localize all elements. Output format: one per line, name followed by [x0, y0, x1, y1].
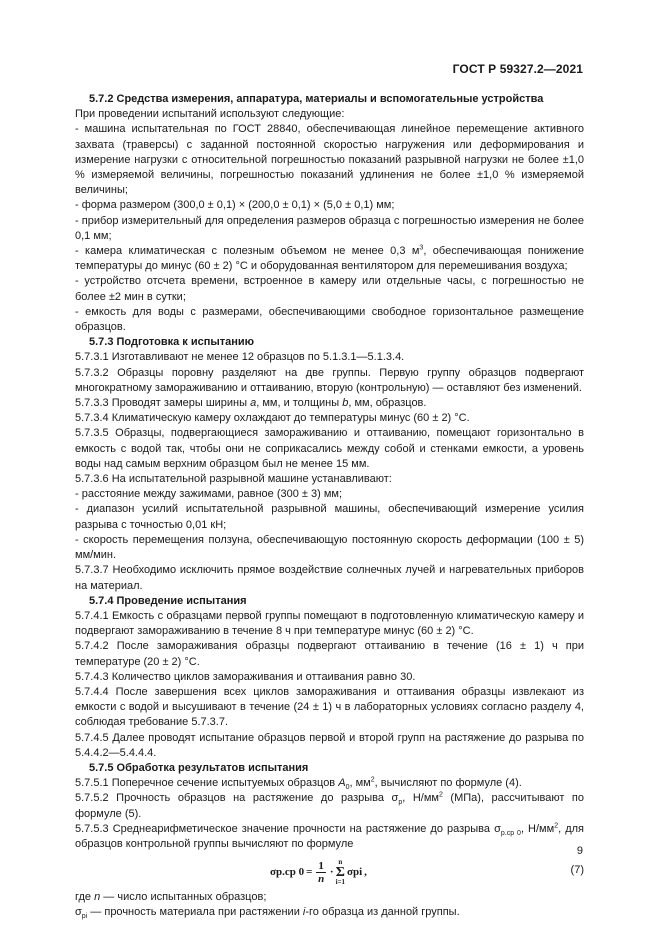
paragraph: 5.7.3.2 Образцы поровну разделяют на две группы. Первую группу образцов подвергают многократному замораживанию и оттаиванию, вторую (контрольную) — оставляют без изменений.: [75, 366, 584, 394]
text: , мм, образцов.: [348, 397, 427, 410]
text: 5.7.5.2 Прочность образцов на растяжение до разрыва σ: [75, 792, 399, 805]
section-5-7-2-title: 5.7.2 Средства измерения, аппаратура, материалы и вспомогательные устройства: [89, 93, 544, 105]
fraction-denominator: n: [318, 873, 325, 886]
sum-sign: Σ: [335, 865, 345, 881]
formula-equals: =: [306, 866, 313, 879]
text: 5.7.5.3 Среднеарифметическое значение прочности на растяжение до разрыва σ: [75, 822, 501, 835]
paragraph: При проведении испытаний используют следующие:: [75, 108, 345, 121]
section-5-7-5-title: 5.7.5 Обработка результатов испытания: [89, 761, 309, 774]
fraction-numerator: 1: [318, 860, 324, 873]
text: -го образца из данной группы.: [305, 906, 460, 919]
text: , вычисляют по формуле (4).: [374, 777, 522, 790]
list-item: [75, 244, 584, 274]
superscript: 2: [370, 776, 375, 784]
where-line: [75, 905, 584, 920]
where-line: [75, 890, 584, 905]
summation: [336, 859, 345, 886]
list-item: - прибор измерительный для определения размеров образца с погрешностью измерения не более 0,1 мм;: [75, 214, 584, 242]
list-item: - устройство отсчета времени, встроенное в камеру или отдельные часы, с погрешностью не более ±2 мин в сутки;: [75, 275, 584, 303]
text: - камера климатическая с полезным объемом не менее 0,3 м: [75, 245, 420, 258]
list-item: - диапазон усилий испытательной разрывной машины, обеспечивающий измерение усилия разрыва с точностью 0,01 кН;: [75, 503, 584, 531]
text: — число испытанных образцов;: [100, 891, 267, 904]
symbol: σ: [75, 906, 82, 919]
subscript: pi: [81, 913, 88, 921]
paragraph: 5.7.3.4 Климатическую камеру охлаждают до температуры минус (60 ± 2) °C.: [75, 412, 470, 425]
variable: b: [342, 397, 349, 410]
variable: A: [338, 777, 346, 790]
superscript: 2: [438, 791, 443, 799]
formula-fraction: [316, 860, 326, 885]
document-body: [75, 92, 584, 921]
section-5-7-4-title: 5.7.4 Проведение испытания: [89, 594, 247, 607]
list-item: - расстояние между зажимами, равное (300 ± 3) мм;: [75, 488, 343, 501]
variable: a: [250, 397, 257, 410]
variable: n: [94, 891, 101, 904]
paragraph: 5.7.4.2 После замораживания образцы подвергают оттаиванию в течение (16 ± 1) ч при температуре (20 ± 2) °C.: [75, 640, 584, 668]
paragraph: 5.7.4.3 Количество циклов замораживания и оттаивания равно 30.: [75, 670, 416, 683]
page-number: 9: [576, 845, 583, 857]
paragraph: 5.7.3.1 Изготавливают не менее 12 образцов по 5.1.3.1—5.1.3.4.: [75, 351, 405, 364]
text: , Н/мм: [402, 792, 439, 805]
text: — прочность материала при растяжении: [87, 906, 303, 919]
sum-lower: i=1: [335, 878, 345, 887]
list-item: - емкость для воды с размерами, обеспечивающими свободное горизонтальное размещение образцов.: [75, 305, 584, 334]
text: 5.7.3.3 Проводят замеры ширины: [75, 397, 251, 410]
list-item: - машина испытательная по ГОСТ 28840, обеспечивающая линейное перемещение активного захвата (траверсы) с заданной постоянной скоростью нагружения или деформирования и измерение нагрузки с относительной погрешностью показаний разрывной нагрузки не более ±1,0 % измеряемой величины, погрешностью показаний удлинения не более ±1,0 % измеряемой величины;: [75, 123, 584, 197]
list-item: - форма размером (300,0 ± 0,1) × (200,0 ± 0,1) × (5,0 ± 0,1) мм;: [75, 199, 395, 212]
superscript: 2: [554, 822, 559, 830]
subscript: р.ср 0: [500, 829, 521, 837]
paragraph: 5.7.4.1 Емкость с образцами первой группы помещают в подготовленную климатическую камеру и подвергают замораживанию в течение 8 ч при температуре минус (60 ± 2) °C.: [75, 609, 584, 638]
subscript: 0: [345, 784, 350, 792]
paragraph: 5.7.4.4 После завершения всех циклов замораживания и оттаивания образцы извлекают из емкости с водой и высушивают в течение (24 ± 1) ч в лабораторных условиях согласно разделу 4, соблюдая требование 5.7.3.7.: [75, 685, 584, 729]
paragraph: [75, 776, 584, 791]
text: 5.7.5.1 Поперечное сечение испытуемых образцов: [75, 777, 339, 790]
text: , Н/мм: [520, 822, 555, 835]
paragraph: 5.7.4.5 Далее проводят испытание образцов первой и второй групп на растяжение до разрыва по 5.4.4.2—5.4.4.4.: [75, 731, 584, 759]
equation-number: (7): [570, 864, 584, 877]
list-item: - скорость перемещения ползуна, обеспечивающую постоянную скорость деформации (100 ± 5) мм/мин.: [75, 533, 584, 562]
paragraph: 5.7.3.7 Необходимо исключить прямое воздействие солнечных лучей и нагревательных приборов на материал.: [75, 564, 584, 592]
superscript: 3: [419, 244, 424, 252]
text: , обеспечивающая понижение температуры до минус (60 ± 2) °C и оборудованная вентилятором для перемешивания воздуха;: [75, 245, 584, 273]
formula-term: σpi: [347, 866, 363, 879]
text: , для образцов контрольной группы вычисляют по формуле: [75, 822, 584, 850]
subscript: р: [398, 799, 403, 807]
text: (МПа), рассчитывают по формуле (5).: [75, 792, 584, 820]
formula-expression: [270, 859, 367, 886]
formula-end: ,: [364, 866, 367, 879]
paragraph: [75, 822, 584, 852]
variable: i: [302, 906, 306, 919]
paragraph: 5.7.3.5 Образцы, подвергающиеся замораживанию и оттаиванию, помещают горизонтально в емкость с водой так, чтобы они не соприкасались между собой и стенками емкости, а уровень воды над самым верхним образцом был не менее 15 мм.: [75, 427, 584, 470]
section-5-7-3-title: 5.7.3 Подготовка к испытанию: [89, 336, 255, 349]
text: , мм, и толщины: [256, 397, 343, 410]
document-code: ГОСТ Р 59327.2—2021: [452, 62, 583, 76]
text: где: [75, 891, 95, 904]
paragraph: 5.7.3.6 На испытательной разрывной машине устанавливают:: [75, 473, 392, 486]
formula-lhs: σр.ср 0: [270, 866, 305, 879]
formula-dot: ·: [329, 866, 334, 879]
paragraph: [75, 791, 584, 821]
formula-7: [75, 853, 584, 889]
paragraph: [75, 396, 584, 411]
text: , мм: [349, 777, 371, 790]
sum-upper: n: [338, 858, 343, 867]
